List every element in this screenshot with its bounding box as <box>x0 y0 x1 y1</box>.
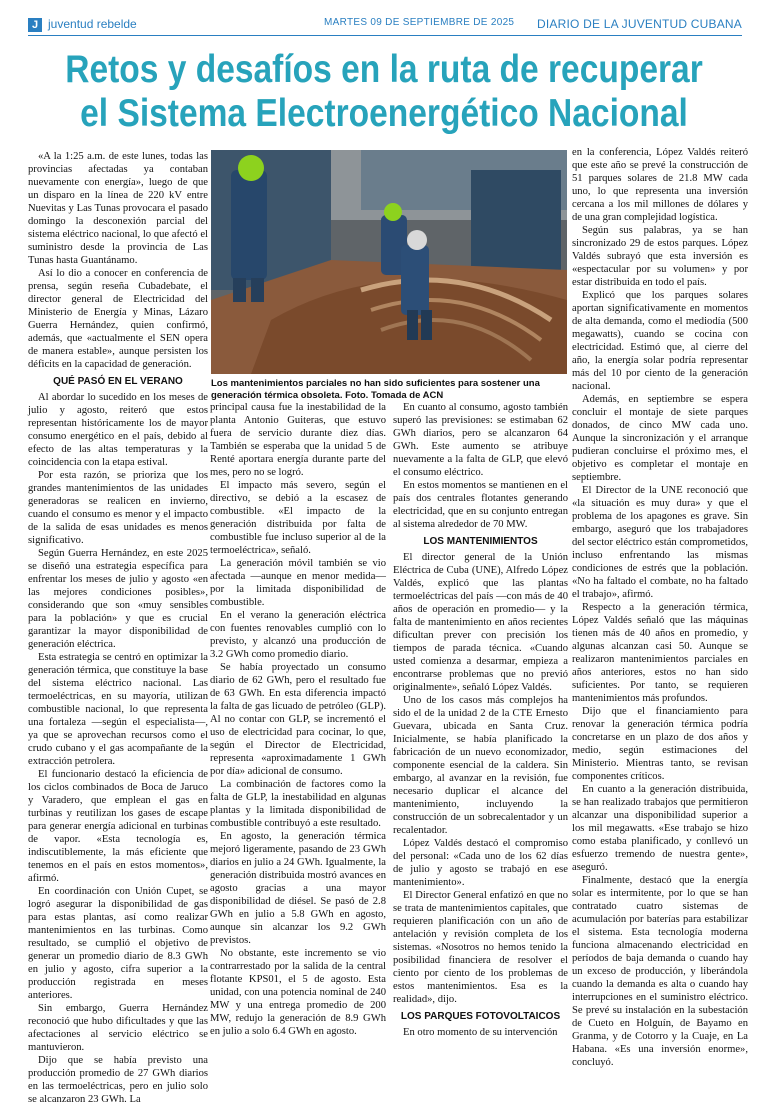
publication-logo-icon: J <box>28 18 42 32</box>
paragraph: en la conferencia, López Valdés reiteró que este año se prevé la construcción de 51 parques solares de 21.8 MW cada uno, lo que representa una inversión cercana a los mil millones de dólares y de una gran complejidad logística. <box>572 147 748 223</box>
photo-caption: Los mantenimientos parciales no han sido suficientes para sostener una generación térmica obsoleta. Foto. Tomada de ACN <box>211 378 540 401</box>
paragraph: Además, en septiembre se espera concluir el montaje de siete parques donados, de cinco MW cada uno. Aunque la sincronización y el arranque pudieran concluirse el próximo mes, el objetivo es completar el montaje en septiembre. <box>572 394 748 483</box>
section-subheading: LOS MANTENIMIENTOS <box>423 536 538 547</box>
paragraph: En el verano la generación eléctrica con fuentes renovables cumplió con lo previsto, y alcanzó una producción de 3.2 GWh como promedio diario. <box>210 610 386 660</box>
paragraph: Explicó que los parques solares aportan significativamente en momentos de alta demanda, como el mediodía (500 megawatts), cuando se cocina con electricidad. Estimó que, al cierre del año, la energía solar podría representar más del 10 por ciento de la generación nacional. <box>572 290 748 392</box>
article-headline <box>54 48 714 136</box>
paragraph: En cuanto a la generación distribuida, se han realizado trabajos que permitieron alcanzar una disponibilidad superior a los mil megawatts. «Ese trabajo se hizo como estaba planificado, y conllevó un esfuerzo tremendo de nuestra gente», aseguró. <box>572 784 748 873</box>
headline-line-1: Retos y desafíos en la ruta de recuperar <box>65 48 703 91</box>
paragraph: «A la 1:25 a.m. de este lunes, todas las provincias afectadas ya contaban nuevamente con energía», luego de que un disparo en la línea de 220 kV entre Nuevitas y Las Tunas provocara el pasado domingo la desconexión parcial del sistema eléctrico nacional, lo que afectó el suministro desde la provincia de Las Tunas hasta Guantánamo. <box>28 151 208 266</box>
paragraph: El impacto más severo, según el directivo, se debió a la escasez de combustible. «El impacto de la generación distribuida por falta de combustible fue incluso superior al de la termoeléctrica», señaló. <box>210 480 386 556</box>
masthead-tagline: DIARIO DE LA JUVENTUD CUBANA <box>537 17 742 31</box>
masthead-divider <box>28 35 742 36</box>
paragraph: López Valdés destacó el compromiso del personal: «Cada uno de los 62 días de julio y agosto se trabajó en ese mantenimiento». <box>393 838 568 888</box>
paragraph: Dijo que se había previsto una producción promedio de 27 GWh diarios en las termoeléctricas, pero en julio solo se alcanzaron 23 GWh. La <box>28 1055 208 1105</box>
paragraph: El Director de la UNE reconoció que «la situación es muy dura» y que el problema de los apagones es grave. Sin embargo, aseguró que los trabajadores del sector eléctrico están comprometidos, incluso enfrentando las mismas condiciones de estrés que la población. «No ha faltado el combate, no ha faltado el trabajo», afirmó. <box>572 485 748 600</box>
paragraph: Sin embargo, Guerra Hernández reconoció que hubo dificultades y que las afectaciones al servicio eléctrico se mantuvieron. <box>28 1003 208 1053</box>
paragraph: Esta estrategia se centró en optimizar la generación térmica, que constituye la base del sistema eléctrico nacional. Las termoeléctricas, en su mayoría, utilizan combustible nacional, lo que representa una fortaleza —según el especialista—, ya que se aprovechan recursos como el crudo cubano y el gas acompañante de la extracción petrolera. <box>28 652 208 767</box>
paragraph: Al abordar lo sucedido en los meses de julio y agosto, reiteró que estos representan históricamente los de mayor consumo energético en el país, debido al efecto de las altas temperaturas y la coincidencia con la etapa estival. <box>28 392 208 468</box>
paragraph: En coordinación con Unión Cupet, se logró asegurar la disponibilidad de gas para estas plantas, así como realizar mantenimientos en las turbinas. Como resultado, se cumplió el objetivo de generar un promedio diario de 8.3 GWh en julio y agosto, cifra superior a la producción registrada en meses anteriores. <box>28 886 208 1001</box>
paragraph: Finalmente, destacó que la energía solar es intermitente, por lo que se han contratado cuatro sistemas de acumulación por baterías para estabilizar el sistema. Esta tecnología moderna funciona almacenando electricidad en períodos de baja demanda o cuando hay un exceso de producción, y liberándola cuando la demanda es alta o cuando hay interrupciones en el suministro eléctrico. Se prevé su instalación en la subestación de Cueto en Holguín, de Bayamo en Granma, y de Cotorro y la Cuaje, en La Habana. «Es una inversión enorme», concluyó. <box>572 875 748 1068</box>
article-column-4 <box>572 146 748 1068</box>
paragraph: No obstante, este incremento se vio contrarrestado por la salida de la central flotante KPS01, el 5 de agosto. Esta unidad, con una potencia nominal de 240 MW y una entrega promedio de 200 MW, redujo la generación de 8.9 GWh en julio a solo 6.4 GWh en agosto. <box>210 948 386 1037</box>
paragraph: El director general de la Unión Eléctrica de Cuba (UNE), Alfredo López Valdés, explicó que las plantas termoeléctricas del país —con más de 40 años de operación en promedio— y la falta de mantenimiento en años recientes dificultan prever con precisión los tiempos de parada técnica. «Cuando usted comienza a desarmar, empieza a encontrarse problemas que no previó originalmente», señaló López Valdés. <box>393 552 568 693</box>
paragraph: En otro momento de su intervención <box>403 1027 558 1038</box>
article-column-1 <box>28 150 208 1105</box>
paragraph: El funcionario destacó la eficiencia de los ciclos combinados de Boca de Jaruco y Varadero, que emplean el gas en turbinas y reutilizan los gases de escape para generar energía adicional en turbinas de vapor. «Esta tecnología es, indiscutiblemente, la más eficiente que tenemos en el país en estos momentos», afirmó. <box>28 769 208 884</box>
paragraph: En cuanto al consumo, agosto también superó las previsiones: se estimaban 62 GWh diarios, pero se alcanzaron 64 GWh. Este aumento se atribuye nuevamente a la falta de GLP, que elevó el consumo eléctrico. <box>393 402 568 478</box>
paragraph: Dijo que el financiamiento para renovar la generación térmica podría concretarse en un plazo de dos años y medio, según estimaciones del Ministerio. Mientras tanto, se revisan componentes críticos. <box>572 706 748 782</box>
paragraph: La combinación de factores como la falta de GLP, la inestabilidad en algunas plantas y la limitada disponibilidad de combustible contribuyó a este resultado. <box>210 779 386 829</box>
paragraph: El Director General enfatizó en que no se trata de mantenimientos capitales, que requieren planificación con un año de antelación y revisión completa de los sistemas. «Nosotros no hemos tenido la posibilidad financiera de resolver el ciento por ciento de los problemas de estos mantenimientos. Esa es la realidad», dijo. <box>393 890 568 1005</box>
issue-date: MARTES 09 DE SEPTIEMBRE DE 2025 <box>324 17 515 28</box>
section-subheading: LOS PARQUES FOTOVOLTAICOS <box>400 1011 561 1022</box>
section-subheading: QUÉ PASÓ EN EL VERANO <box>53 376 183 387</box>
publication-name: juventud rebelde <box>48 17 137 31</box>
headline-line-2: el Sistema Electroenergético Nacional <box>80 92 688 135</box>
paragraph: La generación móvil también se vio afectada —aunque en menor medida— por la limitada disponibilidad de combustible. <box>210 558 386 608</box>
paragraph: Uno de los casos más complejos ha sido el de la unidad 2 de la CTE Ernesto Guevara, ubicada en Santa Cruz. Inicialmente, se había planificado la fabricación de un nuevo economizador, componente esencial de la caldera. Sin embargo, al avanzar en la revisión, fue necesario duplicar el alcance del mantenimiento, incluyendo la construcción de un sobrecalentador y un recalentador. <box>393 695 568 836</box>
paragraph: Respecto a la generación térmica, López Valdés señaló que las máquinas tienen más de 40 años en promedio, y algunas alcanzan casi 50. Aunque se realizaron mantenimientos parciales en años anteriores, estos no han sido suficientes. Por tanto, se requieren mantenimientos más profundos. <box>572 602 748 704</box>
article-photo <box>211 150 567 374</box>
paragraph: Según sus palabras, ya se han sincronizado 29 de estos parques. López Valdés subrayó que esta inversión es «espectacular por su volumen» y por estar distribuida en todo el país. <box>572 225 748 288</box>
paragraph: Según Guerra Hernández, en este 2025 se diseñó una estrategia específica para enfrentar los meses de julio y agosto «en las mejores condiciones posibles», considerando que son «muy sensibles para la población» y que es crucial garantizar la mayor disponibilidad de generación eléctrica. <box>28 548 208 650</box>
paragraph: Se había proyectado un consumo diario de 62 GWh, pero el resultado fue de 63 GWh. En esta diferencia impactó la falta de gas licuado de petróleo (GLP). Al no contar con GLP, se incrementó el uso de electricidad para cocinar, lo que, según el Director de Electricidad, representa «aproximadamente 1 GWh por día» adicional de consumo. <box>210 662 386 777</box>
paragraph: Así lo dio a conocer en conferencia de prensa, según reseña Cubadebate, el director general de Electricidad del Ministerio de Energía y Minas, Lázaro Guerra Hernández, quien confirmó, además, que «actualmente el SEN opera de manera estable», aunque persisten los déficits en la capacidad de generación. <box>28 268 208 370</box>
article-column-2 <box>210 401 386 1037</box>
paragraph: En estos momentos se mantienen en el país dos centrales flotantes generando electricidad, que en su conjunto entregan al sistema alrededor de 70 MW. <box>393 480 568 530</box>
masthead <box>0 0 768 40</box>
paragraph: Por esta razón, se prioriza que los grandes mantenimientos de las unidades generadoras se realicen en invierno, cuando el consumo es menor y el impacto de la salida de esas unidades es menos significativo. <box>28 470 208 546</box>
article-column-3 <box>393 401 568 1038</box>
paragraph: En agosto, la generación térmica mejoró ligeramente, pasando de 23 GWh diarios en julio a 24 GWh. Igualmente, la generación distribuida mostró avances en agosto gracias a una mayor disponibilidad de diésel. Se pasó de 2.8 GWh en julio a 5.8 GWh en agosto, aunque sin alcanzar los 9.2 GWh previstos. <box>210 831 386 946</box>
paragraph: principal causa fue la inestabilidad de la planta Antonio Guiteras, que estuvo fuera de servicio durante diez días. También se esperaba que la unidad 5 de Renté aportara energía durante parte del mes, pero no se logró. <box>210 402 386 478</box>
